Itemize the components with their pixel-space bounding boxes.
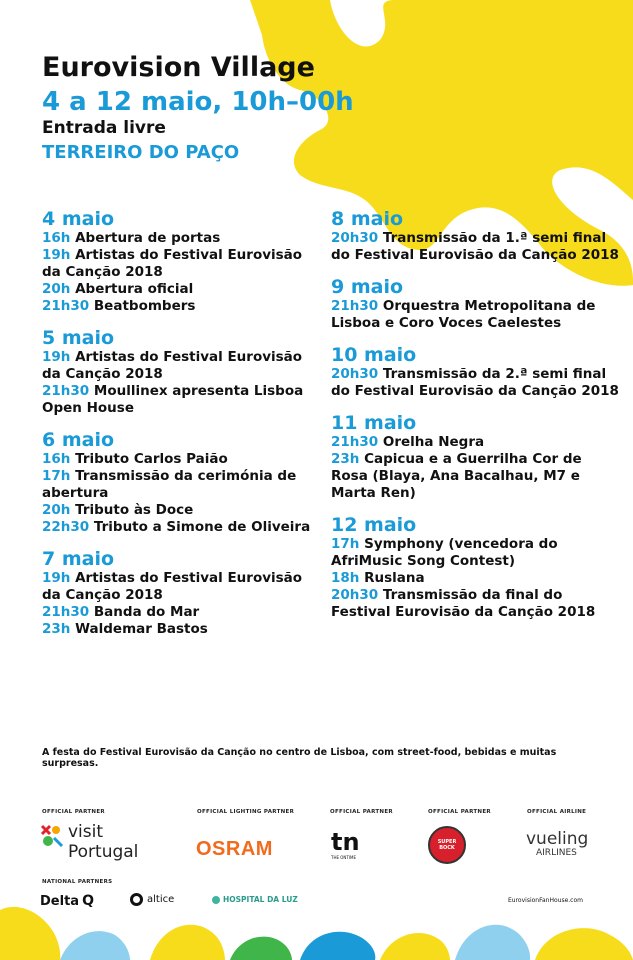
day-block bbox=[331, 344, 621, 400]
event-description: Beatbombers bbox=[93, 298, 196, 314]
event-item bbox=[42, 298, 322, 315]
day-heading: 9 maio bbox=[331, 276, 404, 298]
day-block bbox=[331, 514, 621, 621]
visit-portugal-icon bbox=[40, 824, 64, 848]
vueling-airlines-text: AIRLINES bbox=[536, 848, 577, 858]
event-item bbox=[42, 570, 322, 604]
delta-logo bbox=[40, 893, 94, 909]
event-time: 19h bbox=[42, 570, 71, 586]
event-time: 18h bbox=[331, 570, 360, 586]
event-description: Orelha Negra bbox=[382, 434, 485, 450]
official-airline-label: OFFICIAL AIRLINE bbox=[527, 809, 587, 815]
event-item bbox=[331, 298, 621, 332]
altice-icon bbox=[130, 893, 143, 906]
event-item bbox=[331, 587, 621, 621]
tn-subtitle: THE ONTIME bbox=[331, 855, 356, 860]
day-block bbox=[331, 208, 621, 264]
official-partner-label-3: OFFICIAL PARTNER bbox=[428, 809, 491, 815]
event-description: Artistas do Festival Eurovisão da Canção 2018 bbox=[42, 247, 303, 280]
schedule-right-column bbox=[331, 208, 621, 633]
event-item bbox=[331, 434, 621, 451]
event-item bbox=[331, 366, 621, 400]
day-block bbox=[42, 429, 322, 536]
tn-mark: tn bbox=[331, 828, 360, 856]
event-description: Orquestra Metropolitana de Lisboa e Coro Voces Caelestes bbox=[331, 298, 596, 331]
day-heading: 8 maio bbox=[331, 208, 404, 230]
event-item bbox=[42, 451, 322, 468]
event-item bbox=[42, 621, 322, 638]
day-heading: 5 maio bbox=[42, 327, 115, 349]
event-description: Abertura oficial bbox=[75, 281, 194, 297]
day-heading: 12 maio bbox=[331, 514, 417, 536]
hospital-luz-text: HOSPITAL DA LUZ bbox=[223, 895, 298, 904]
delta-q-mark: Q bbox=[82, 893, 94, 909]
event-description: Capicua e a Guerrilha Cor de Rosa (Blaya, Ana Bacalhau, M7 e Marta Ren) bbox=[331, 451, 582, 501]
official-partner-label-2: OFFICIAL PARTNER bbox=[330, 809, 393, 815]
event-item bbox=[42, 604, 322, 621]
event-description: Artistas do Festival Eurovisão da Canção 2018 bbox=[42, 349, 303, 382]
entry-info: Entrada livre bbox=[42, 118, 166, 138]
day-heading: 7 maio bbox=[42, 548, 115, 570]
website-url[interactable]: EurovisionFanHouse.com bbox=[508, 897, 583, 904]
event-description: Banda do Mar bbox=[93, 604, 200, 620]
event-time: 17h bbox=[331, 536, 360, 552]
event-time: 21h30 bbox=[331, 434, 379, 450]
vueling-logo bbox=[526, 830, 606, 858]
day-block bbox=[42, 548, 322, 638]
portugal-text: Portugal bbox=[68, 842, 139, 862]
event-time: 20h bbox=[42, 502, 71, 518]
event-item bbox=[331, 451, 621, 502]
event-item bbox=[42, 502, 322, 519]
superbock-text: SUPER BOCK bbox=[437, 839, 457, 851]
day-heading: 4 maio bbox=[42, 208, 115, 230]
event-description: Waldemar Bastos bbox=[75, 621, 208, 637]
event-item bbox=[331, 570, 621, 587]
event-description: Transmissão da final do Festival Eurovisão da Canção 2018 bbox=[331, 587, 596, 620]
event-description: Moullinex apresenta Lisboa Open House bbox=[42, 383, 304, 416]
event-item bbox=[42, 468, 322, 502]
event-item bbox=[42, 281, 322, 298]
day-block bbox=[331, 276, 621, 332]
event-time: 23h bbox=[42, 621, 71, 637]
yellow-splash-bottom-mid2 bbox=[380, 933, 450, 960]
hospital-luz-logo bbox=[212, 895, 298, 904]
event-time: 21h30 bbox=[331, 298, 379, 314]
event-time: 17h bbox=[42, 468, 71, 484]
official-partner-label: OFFICIAL PARTNER bbox=[42, 809, 105, 815]
event-description: Ruslana bbox=[364, 570, 425, 586]
event-time: 19h bbox=[42, 247, 71, 263]
event-description: Abertura de portas bbox=[75, 230, 221, 246]
event-description: Transmissão da cerimónia de abertura bbox=[42, 468, 297, 501]
tn-logo bbox=[331, 829, 371, 865]
event-time: 20h30 bbox=[331, 587, 379, 603]
altice-logo bbox=[130, 893, 174, 906]
visit-text: visit bbox=[68, 822, 104, 842]
event-item bbox=[42, 349, 322, 383]
delta-text: Delta bbox=[40, 893, 80, 909]
vueling-text: vueling bbox=[526, 829, 589, 849]
event-time: 20h30 bbox=[331, 366, 379, 382]
venue-name: TERREIRO DO PAÇO bbox=[42, 142, 240, 163]
event-description: Transmissão da 2.ª semi final do Festival Eurovisão da Canção 2018 bbox=[331, 366, 619, 399]
event-time: 16h bbox=[42, 451, 71, 467]
day-block bbox=[331, 412, 621, 502]
day-heading: 6 maio bbox=[42, 429, 115, 451]
day-heading: 11 maio bbox=[331, 412, 417, 434]
event-item bbox=[331, 536, 621, 570]
national-partners-label: NATIONAL PARTNERS bbox=[42, 879, 113, 885]
event-description: Transmissão da 1.ª semi final do Festival Eurovisão da Canção 2018 bbox=[331, 230, 619, 263]
event-item bbox=[42, 383, 322, 417]
yellow-splash-bottom-mid bbox=[150, 925, 225, 960]
visit-portugal-logo bbox=[40, 822, 160, 866]
event-time: 20h30 bbox=[331, 230, 379, 246]
event-description: Artistas do Festival Eurovisão da Canção 2018 bbox=[42, 570, 303, 603]
blue-splash-bottom-right bbox=[455, 925, 530, 960]
blue-splash-bottom-left bbox=[60, 931, 130, 960]
yellow-splash-bottom-left bbox=[0, 907, 60, 960]
yellow-splash-bottom-right bbox=[535, 928, 633, 960]
page-title: Eurovision Village bbox=[42, 52, 315, 83]
event-dates: 4 a 12 maio, 10h–00h bbox=[42, 87, 354, 117]
event-time: 21h30 bbox=[42, 298, 90, 314]
event-time: 20h bbox=[42, 281, 71, 297]
event-description: Tributo Carlos Paião bbox=[75, 451, 228, 467]
green-splash-bottom bbox=[230, 937, 292, 960]
event-item bbox=[42, 519, 322, 536]
osram-logo: OSRAM bbox=[196, 838, 273, 860]
event-description: Tributo a Simone de Oliveira bbox=[93, 519, 311, 535]
event-time: 23h bbox=[331, 451, 360, 467]
event-item bbox=[331, 230, 621, 264]
event-description: Symphony (vencedora do AfriMusic Song Contest) bbox=[331, 536, 558, 569]
schedule-left-column bbox=[42, 208, 322, 650]
superbock-logo bbox=[428, 826, 466, 864]
tagline: A festa do Festival Eurovisão da Canção no centro de Lisboa, com street-food, bebidas e muitas surpresas. bbox=[42, 747, 557, 769]
day-heading: 10 maio bbox=[331, 344, 417, 366]
day-block bbox=[42, 327, 322, 417]
event-time: 22h30 bbox=[42, 519, 90, 535]
lighting-partner-label: OFFICIAL LIGHTING PARTNER bbox=[197, 809, 295, 815]
event-time: 16h bbox=[42, 230, 71, 246]
event-time: 19h bbox=[42, 349, 71, 365]
blue-splash-bottom-mid bbox=[300, 932, 375, 960]
event-item bbox=[42, 247, 322, 281]
day-block bbox=[42, 208, 322, 315]
event-time: 21h30 bbox=[42, 604, 90, 620]
hospital-luz-icon bbox=[212, 896, 220, 904]
event-time: 21h30 bbox=[42, 383, 90, 399]
altice-text: altice bbox=[147, 894, 175, 905]
event-item bbox=[42, 230, 322, 247]
event-description: Tributo às Doce bbox=[75, 502, 194, 518]
